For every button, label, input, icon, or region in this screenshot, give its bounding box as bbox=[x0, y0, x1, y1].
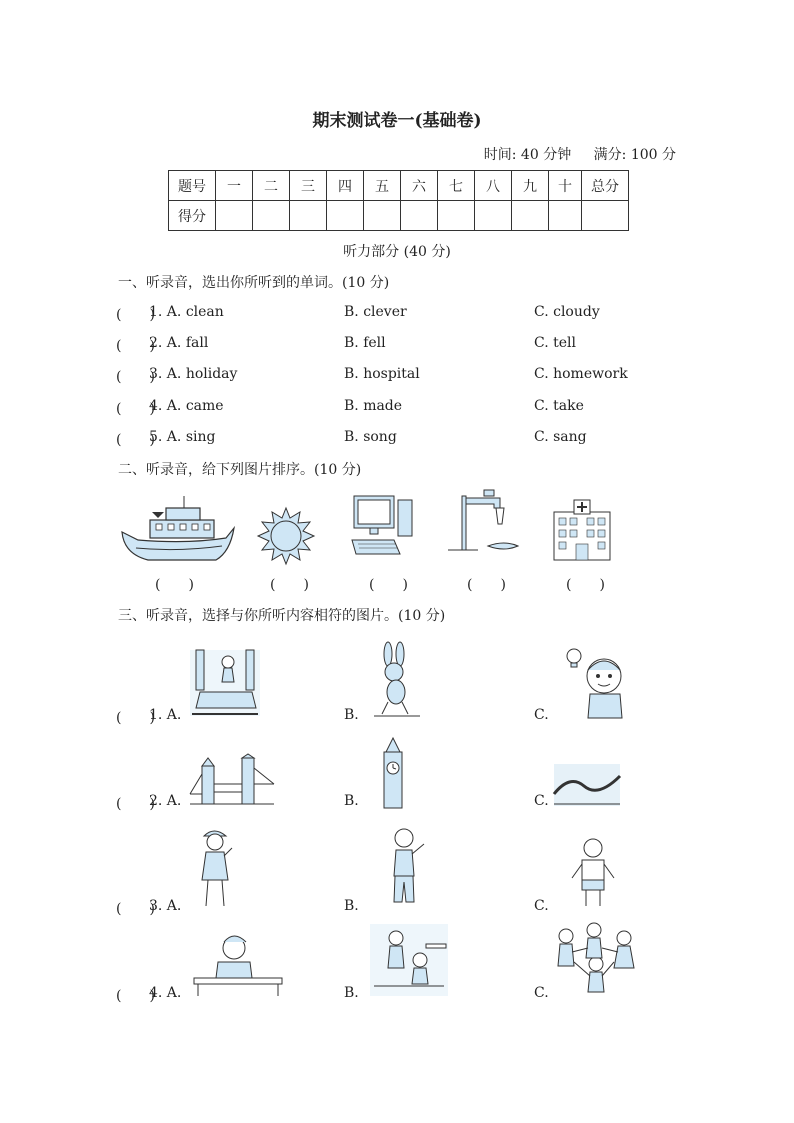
option-c-label: C. bbox=[534, 707, 549, 723]
answer-blank[interactable]: ( ) bbox=[155, 577, 194, 593]
option-c: C. homework bbox=[534, 366, 628, 382]
option-b: B. made bbox=[344, 398, 403, 414]
table-cell: 三 bbox=[290, 171, 327, 201]
answer-blank[interactable]: ( ) bbox=[116, 796, 155, 812]
table-cell: 七 bbox=[438, 171, 475, 201]
answer-blank[interactable]: ( ) bbox=[116, 401, 155, 417]
sun-icon bbox=[258, 508, 314, 564]
tower-bridge-icon[interactable] bbox=[190, 754, 274, 806]
answer-blank[interactable]: ( ) bbox=[116, 901, 155, 917]
answer-blank[interactable]: ( ) bbox=[467, 577, 506, 593]
answer-blank[interactable]: ( ) bbox=[116, 432, 155, 448]
page-title: 期末测试卷一(基础卷) bbox=[312, 111, 482, 131]
option-a: 1. A. clean bbox=[149, 304, 224, 320]
score-cell[interactable] bbox=[582, 201, 629, 231]
table-cell: 八 bbox=[475, 171, 512, 201]
table-cell: 五 bbox=[364, 171, 401, 201]
score-cell[interactable] bbox=[438, 201, 475, 231]
girl-overalls-icon[interactable] bbox=[384, 826, 428, 906]
option-b: B. clever bbox=[344, 304, 407, 320]
option-a-label: 2. A. bbox=[149, 793, 182, 809]
full-score: 满分: 100 分 bbox=[593, 147, 676, 163]
time-limit: 时间: 40 分钟 bbox=[483, 147, 572, 163]
computer-icon bbox=[350, 494, 416, 560]
option-c-label: C. bbox=[534, 793, 549, 809]
score-cell[interactable] bbox=[253, 201, 290, 231]
option-a: 4. A. came bbox=[149, 398, 224, 414]
ship-icon bbox=[118, 494, 236, 566]
option-b-label: B. bbox=[344, 793, 359, 809]
score-cell[interactable] bbox=[290, 201, 327, 231]
table-cell: 二 bbox=[253, 171, 290, 201]
table-cell: 得分 bbox=[169, 201, 216, 231]
score-cell[interactable] bbox=[401, 201, 438, 231]
section3-title: 三、听录音，选择与你所听内容相符的图片。(10 分) bbox=[118, 608, 446, 624]
exam-meta bbox=[466, 144, 676, 164]
answer-blank[interactable]: ( ) bbox=[566, 577, 605, 593]
score-cell[interactable] bbox=[549, 201, 582, 231]
option-a: 2. A. fall bbox=[149, 335, 209, 351]
table-cell: 十 bbox=[549, 171, 582, 201]
kids-dancing-icon[interactable] bbox=[552, 922, 640, 1000]
big-ben-icon[interactable] bbox=[378, 738, 408, 808]
boy-shorts-icon[interactable] bbox=[568, 836, 618, 908]
score-table-header-row bbox=[169, 171, 629, 201]
option-b: B. hospital bbox=[344, 366, 420, 382]
girl-cap-icon[interactable] bbox=[196, 826, 236, 912]
answer-blank[interactable]: ( ) bbox=[116, 369, 155, 385]
section1-title: 一、听录音，选出你所听到的单词。(10 分) bbox=[118, 275, 390, 291]
table-cell: 九 bbox=[512, 171, 549, 201]
option-b: B. fell bbox=[344, 335, 386, 351]
option-c-label: C. bbox=[534, 985, 549, 1001]
option-b-label: B. bbox=[344, 985, 359, 1001]
option-c: C. tell bbox=[534, 335, 576, 351]
option-c: C. take bbox=[534, 398, 584, 414]
table-cell: 四 bbox=[327, 171, 364, 201]
section2-title: 二、听录音，给下列图片排序。(10 分) bbox=[118, 462, 362, 478]
score-cell[interactable] bbox=[475, 201, 512, 231]
table-cell: 题号 bbox=[169, 171, 216, 201]
option-a: 3. A. holiday bbox=[149, 366, 238, 382]
score-cell[interactable] bbox=[364, 201, 401, 231]
table-cell: 一 bbox=[216, 171, 253, 201]
score-cell[interactable] bbox=[216, 201, 253, 231]
table-cell: 总分 bbox=[582, 171, 629, 201]
jumping-bed-icon[interactable] bbox=[190, 650, 260, 716]
table-cell: 六 bbox=[401, 171, 438, 201]
score-table bbox=[168, 170, 629, 231]
option-b: B. song bbox=[344, 429, 397, 445]
hospital-icon bbox=[552, 498, 612, 562]
option-c: C. cloudy bbox=[534, 304, 600, 320]
score-cell[interactable] bbox=[327, 201, 364, 231]
listening-part-title: 听力部分 (40 分) bbox=[343, 244, 451, 260]
option-a-label: 3. A. bbox=[149, 898, 182, 914]
kids-cooking-icon[interactable] bbox=[370, 924, 448, 996]
boy-desk-icon[interactable] bbox=[192, 932, 284, 996]
idea-boy-icon[interactable] bbox=[558, 642, 624, 718]
answer-blank[interactable]: ( ) bbox=[369, 577, 408, 593]
great-wall-icon[interactable] bbox=[554, 764, 620, 806]
answer-blank[interactable]: ( ) bbox=[270, 577, 309, 593]
option-b-label: B. bbox=[344, 707, 359, 723]
answer-blank[interactable]: ( ) bbox=[116, 988, 155, 1004]
rabbit-icon[interactable] bbox=[372, 644, 422, 718]
option-b-label: B. bbox=[344, 898, 359, 914]
answer-blank[interactable]: ( ) bbox=[116, 338, 155, 354]
option-c-label: C. bbox=[534, 898, 549, 914]
tap-icon bbox=[448, 490, 524, 556]
option-c: C. sang bbox=[534, 429, 587, 445]
score-cell[interactable] bbox=[512, 201, 549, 231]
option-a-label: 4. A. bbox=[149, 985, 182, 1001]
answer-blank[interactable]: ( ) bbox=[116, 307, 155, 323]
option-a: 5. A. sing bbox=[149, 429, 216, 445]
score-table-score-row bbox=[169, 201, 629, 231]
option-a-label: 1. A. bbox=[149, 707, 182, 723]
answer-blank[interactable]: ( ) bbox=[116, 710, 155, 726]
